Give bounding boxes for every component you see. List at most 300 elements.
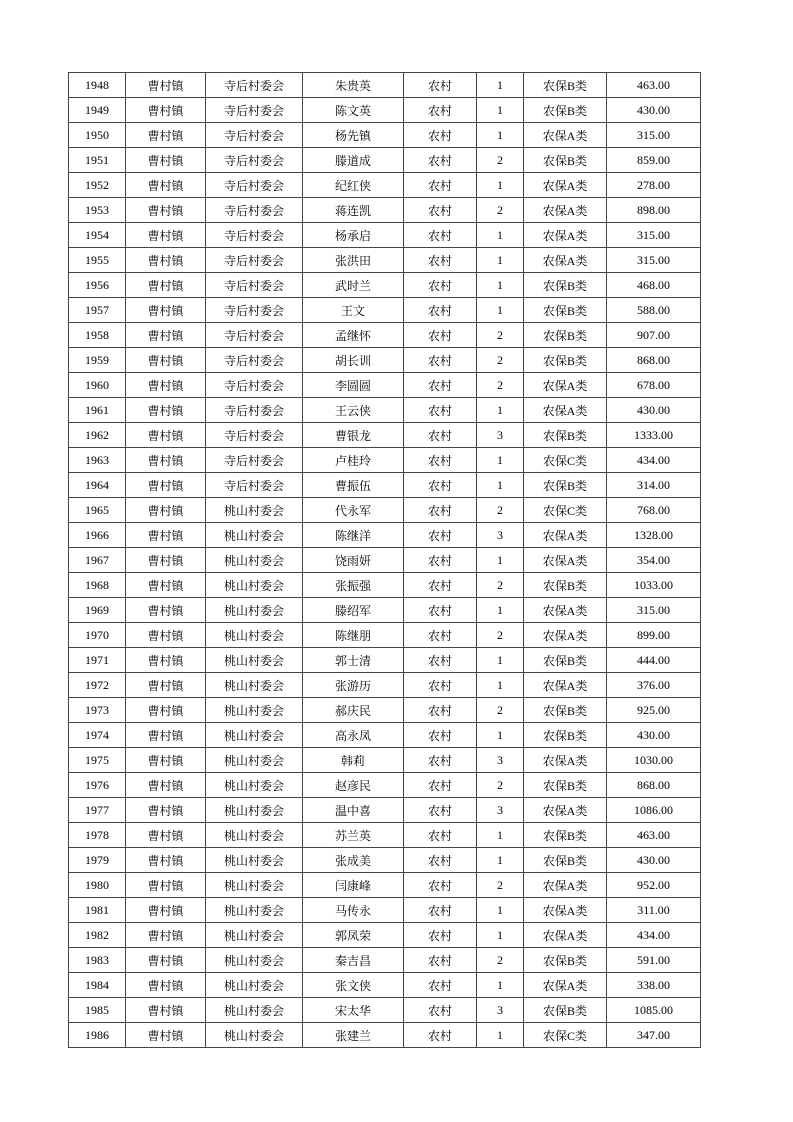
- table-cell: 1979: [69, 848, 126, 873]
- table-cell: 农村: [404, 723, 477, 748]
- table-cell: 陈文英: [303, 98, 404, 123]
- table-cell: 桃山村委会: [206, 773, 303, 798]
- table-cell: 农村: [404, 323, 477, 348]
- table-cell: 1: [477, 1023, 524, 1048]
- table-cell: 张振强: [303, 573, 404, 598]
- table-cell: 寺后村委会: [206, 98, 303, 123]
- table-cell: 寺后村委会: [206, 123, 303, 148]
- table-cell: 农村: [404, 773, 477, 798]
- table-cell: 曹村镇: [126, 173, 206, 198]
- table-cell: 王云侠: [303, 398, 404, 423]
- table-cell: 桃山村委会: [206, 948, 303, 973]
- table-cell: 郝庆民: [303, 698, 404, 723]
- table-cell: 曹村镇: [126, 623, 206, 648]
- table-row: [69, 248, 701, 273]
- table-cell: 1967: [69, 548, 126, 573]
- table-cell: 农保A类: [524, 223, 607, 248]
- table-cell: 430.00: [607, 398, 701, 423]
- table-row: [69, 898, 701, 923]
- table-cell: 1961: [69, 398, 126, 423]
- table-cell: 434.00: [607, 448, 701, 473]
- table-cell: 曹村镇: [126, 648, 206, 673]
- table-cell: 高永凤: [303, 723, 404, 748]
- table-cell: 1: [477, 473, 524, 498]
- table-cell: 曹村镇: [126, 898, 206, 923]
- table-cell: 1968: [69, 573, 126, 598]
- table-cell: 农保A类: [524, 973, 607, 998]
- table-row: [69, 923, 701, 948]
- table-cell: 饶雨妍: [303, 548, 404, 573]
- table-cell: 1974: [69, 723, 126, 748]
- table-row: [69, 1023, 701, 1048]
- table-cell: 1958: [69, 323, 126, 348]
- table-cell: 寺后村委会: [206, 223, 303, 248]
- table-cell: 寺后村委会: [206, 398, 303, 423]
- table-row: [69, 998, 701, 1023]
- table-cell: 2: [477, 623, 524, 648]
- table-cell: 桃山村委会: [206, 548, 303, 573]
- table-cell: 868.00: [607, 348, 701, 373]
- table-cell: 农村: [404, 398, 477, 423]
- table-cell: 农村: [404, 873, 477, 898]
- table-cell: 曹村镇: [126, 373, 206, 398]
- table-cell: 寺后村委会: [206, 273, 303, 298]
- table-cell: 农保A类: [524, 873, 607, 898]
- table-cell: 李圆圆: [303, 373, 404, 398]
- table-cell: 1964: [69, 473, 126, 498]
- table-cell: 代永军: [303, 498, 404, 523]
- table-cell: 农村: [404, 923, 477, 948]
- table-row: [69, 723, 701, 748]
- table-cell: 1: [477, 273, 524, 298]
- table-cell: 寺后村委会: [206, 73, 303, 98]
- table-cell: 1: [477, 898, 524, 923]
- table-cell: 桃山村委会: [206, 573, 303, 598]
- table-cell: 1984: [69, 973, 126, 998]
- table-cell: 1980: [69, 873, 126, 898]
- table-row: [69, 198, 701, 223]
- table-cell: 陈继洋: [303, 523, 404, 548]
- table-cell: 朱贵英: [303, 73, 404, 98]
- table-cell: 农村: [404, 898, 477, 923]
- table-cell: 1957: [69, 298, 126, 323]
- table-cell: 农保B类: [524, 773, 607, 798]
- table-cell: 桃山村委会: [206, 1023, 303, 1048]
- table-cell: 3: [477, 423, 524, 448]
- table-cell: 滕绍军: [303, 598, 404, 623]
- table-cell: 925.00: [607, 698, 701, 723]
- table-cell: 桃山村委会: [206, 723, 303, 748]
- table-cell: 434.00: [607, 923, 701, 948]
- table-cell: 曹村镇: [126, 548, 206, 573]
- table-cell: 农村: [404, 423, 477, 448]
- table-cell: 曹村镇: [126, 348, 206, 373]
- table-cell: 农保A类: [524, 523, 607, 548]
- table-cell: 2: [477, 573, 524, 598]
- table-cell: 农保C类: [524, 498, 607, 523]
- table-cell: 315.00: [607, 223, 701, 248]
- table-cell: 农村: [404, 473, 477, 498]
- table-cell: 张成美: [303, 848, 404, 873]
- table-cell: 桃山村委会: [206, 848, 303, 873]
- table-row: [69, 173, 701, 198]
- table-cell: 温中喜: [303, 798, 404, 823]
- table-cell: 1976: [69, 773, 126, 798]
- table-cell: 1972: [69, 673, 126, 698]
- table-cell: 1969: [69, 598, 126, 623]
- table-cell: 曹村镇: [126, 948, 206, 973]
- table-cell: 曹村镇: [126, 973, 206, 998]
- table-cell: 农保B类: [524, 298, 607, 323]
- table-cell: 898.00: [607, 198, 701, 223]
- table-cell: 农保B类: [524, 273, 607, 298]
- table-cell: 曹村镇: [126, 423, 206, 448]
- table-cell: 农村: [404, 998, 477, 1023]
- table-cell: 2: [477, 773, 524, 798]
- table-cell: 曹村镇: [126, 248, 206, 273]
- table-cell: 武时兰: [303, 273, 404, 298]
- table-cell: 农村: [404, 73, 477, 98]
- table-row: [69, 73, 701, 98]
- table-cell: 曹村镇: [126, 773, 206, 798]
- table-cell: 农村: [404, 123, 477, 148]
- table-cell: 农村: [404, 223, 477, 248]
- table-cell: 农村: [404, 848, 477, 873]
- table-cell: 蒋连凯: [303, 198, 404, 223]
- table-cell: 农村: [404, 948, 477, 973]
- table-cell: 曹村镇: [126, 573, 206, 598]
- table-row: [69, 148, 701, 173]
- table-row: [69, 523, 701, 548]
- table-cell: 1: [477, 848, 524, 873]
- table-cell: 寺后村委会: [206, 473, 303, 498]
- table-cell: 寺后村委会: [206, 348, 303, 373]
- table-cell: 3: [477, 998, 524, 1023]
- table-cell: 899.00: [607, 623, 701, 648]
- table-cell: 1: [477, 673, 524, 698]
- table-cell: 1962: [69, 423, 126, 448]
- table-cell: 桃山村委会: [206, 998, 303, 1023]
- table-cell: 农保C类: [524, 448, 607, 473]
- table-cell: 农村: [404, 698, 477, 723]
- table-cell: 寺后村委会: [206, 423, 303, 448]
- table-cell: 寺后村委会: [206, 373, 303, 398]
- table-cell: 463.00: [607, 73, 701, 98]
- table-cell: 1950: [69, 123, 126, 148]
- table-cell: 农保B类: [524, 323, 607, 348]
- table-cell: 曹村镇: [126, 1023, 206, 1048]
- table-cell: 曹村镇: [126, 198, 206, 223]
- table-cell: 曹村镇: [126, 123, 206, 148]
- table-cell: 463.00: [607, 823, 701, 848]
- table-cell: 农保B类: [524, 98, 607, 123]
- table-row: [69, 373, 701, 398]
- table-cell: 农保B类: [524, 73, 607, 98]
- table-cell: 桃山村委会: [206, 498, 303, 523]
- table-cell: 1: [477, 298, 524, 323]
- insurance-records-table: [68, 72, 701, 1048]
- table-cell: 寺后村委会: [206, 448, 303, 473]
- table-cell: 农村: [404, 498, 477, 523]
- table-cell: 1: [477, 173, 524, 198]
- table-cell: 1: [477, 648, 524, 673]
- table-cell: 桃山村委会: [206, 898, 303, 923]
- table-cell: 868.00: [607, 773, 701, 798]
- table-cell: 农村: [404, 548, 477, 573]
- table-cell: 1: [477, 448, 524, 473]
- table-cell: 444.00: [607, 648, 701, 673]
- table-cell: 1086.00: [607, 798, 701, 823]
- table-cell: 1966: [69, 523, 126, 548]
- table-cell: 1977: [69, 798, 126, 823]
- table-cell: 曹村镇: [126, 798, 206, 823]
- table-cell: 1: [477, 723, 524, 748]
- table-cell: 郭凤荣: [303, 923, 404, 948]
- table-cell: 桃山村委会: [206, 923, 303, 948]
- table-cell: 桃山村委会: [206, 873, 303, 898]
- table-cell: 1975: [69, 748, 126, 773]
- table-cell: 桃山村委会: [206, 648, 303, 673]
- table-cell: 1951: [69, 148, 126, 173]
- table-cell: 1: [477, 223, 524, 248]
- table-cell: 马传永: [303, 898, 404, 923]
- table-row: [69, 848, 701, 873]
- table-cell: 张建兰: [303, 1023, 404, 1048]
- table-cell: 859.00: [607, 148, 701, 173]
- table-cell: 农村: [404, 298, 477, 323]
- table-cell: 曹村镇: [126, 448, 206, 473]
- table-cell: 1030.00: [607, 748, 701, 773]
- table-cell: 1982: [69, 923, 126, 948]
- table-row: [69, 348, 701, 373]
- table-cell: 1: [477, 123, 524, 148]
- table-cell: 1033.00: [607, 573, 701, 598]
- table-cell: 农村: [404, 1023, 477, 1048]
- table-cell: 1: [477, 398, 524, 423]
- table-cell: 曹村镇: [126, 598, 206, 623]
- table-cell: 宋太华: [303, 998, 404, 1023]
- table-cell: 纪红侠: [303, 173, 404, 198]
- table-cell: 曹村镇: [126, 223, 206, 248]
- table-cell: 农保B类: [524, 823, 607, 848]
- table-row: [69, 798, 701, 823]
- table-cell: 曹村镇: [126, 873, 206, 898]
- table-row: [69, 773, 701, 798]
- table-cell: 1971: [69, 648, 126, 673]
- table-cell: 农村: [404, 648, 477, 673]
- table-cell: 347.00: [607, 1023, 701, 1048]
- table-cell: 农村: [404, 573, 477, 598]
- table-cell: 曹村镇: [126, 398, 206, 423]
- table-cell: 寺后村委会: [206, 173, 303, 198]
- table-cell: 农保A类: [524, 598, 607, 623]
- table-cell: 农保A类: [524, 198, 607, 223]
- table-cell: 3: [477, 798, 524, 823]
- table-cell: 桃山村委会: [206, 748, 303, 773]
- table-cell: 591.00: [607, 948, 701, 973]
- table-cell: 桃山村委会: [206, 798, 303, 823]
- table-cell: 1963: [69, 448, 126, 473]
- table-cell: 1986: [69, 1023, 126, 1048]
- table-row: [69, 873, 701, 898]
- table-cell: 农保B类: [524, 573, 607, 598]
- table-cell: 农保B类: [524, 423, 607, 448]
- table-cell: 农保A类: [524, 373, 607, 398]
- table-cell: 2: [477, 698, 524, 723]
- table-cell: 3: [477, 523, 524, 548]
- table-row: [69, 823, 701, 848]
- table-cell: 曹村镇: [126, 298, 206, 323]
- table-cell: 1981: [69, 898, 126, 923]
- table-row: [69, 323, 701, 348]
- table-cell: 2: [477, 323, 524, 348]
- table-cell: 寺后村委会: [206, 323, 303, 348]
- table-cell: 农保A类: [524, 748, 607, 773]
- table-cell: 1952: [69, 173, 126, 198]
- table-row: [69, 673, 701, 698]
- table-cell: 农村: [404, 198, 477, 223]
- table-cell: 314.00: [607, 473, 701, 498]
- table-cell: 3: [477, 748, 524, 773]
- table-cell: 315.00: [607, 598, 701, 623]
- table-cell: 1954: [69, 223, 126, 248]
- table-cell: 1985: [69, 998, 126, 1023]
- table-cell: 2: [477, 148, 524, 173]
- table-cell: 农村: [404, 348, 477, 373]
- table-cell: 张洪田: [303, 248, 404, 273]
- table-cell: 1: [477, 73, 524, 98]
- table-cell: 农保A类: [524, 673, 607, 698]
- table-row: [69, 423, 701, 448]
- table-cell: 1: [477, 823, 524, 848]
- table-cell: 曹村镇: [126, 498, 206, 523]
- table-cell: 胡长训: [303, 348, 404, 373]
- table-cell: 1948: [69, 73, 126, 98]
- table-cell: 农村: [404, 373, 477, 398]
- table-cell: 桃山村委会: [206, 698, 303, 723]
- table-cell: 桃山村委会: [206, 598, 303, 623]
- table-cell: 农村: [404, 98, 477, 123]
- table-cell: 滕道成: [303, 148, 404, 173]
- table-row: [69, 973, 701, 998]
- table-cell: 韩莉: [303, 748, 404, 773]
- table-cell: 315.00: [607, 248, 701, 273]
- table-cell: 1: [477, 98, 524, 123]
- table-cell: 1965: [69, 498, 126, 523]
- table-cell: 588.00: [607, 298, 701, 323]
- table-cell: 陈继朋: [303, 623, 404, 648]
- table-cell: 曹村镇: [126, 748, 206, 773]
- table-cell: 农保B类: [524, 348, 607, 373]
- table-cell: 农保A类: [524, 398, 607, 423]
- table-cell: 278.00: [607, 173, 701, 198]
- table-cell: 1: [477, 548, 524, 573]
- table-cell: 曹村镇: [126, 323, 206, 348]
- table-cell: 1956: [69, 273, 126, 298]
- table-cell: 曹村镇: [126, 148, 206, 173]
- table-cell: 农村: [404, 798, 477, 823]
- table-cell: 农保B类: [524, 848, 607, 873]
- table-cell: 曹村镇: [126, 473, 206, 498]
- table-row: [69, 548, 701, 573]
- table-cell: 农保A类: [524, 798, 607, 823]
- table-row: [69, 623, 701, 648]
- table-cell: 曹村镇: [126, 998, 206, 1023]
- table-cell: 430.00: [607, 98, 701, 123]
- table-row: [69, 123, 701, 148]
- table-cell: 952.00: [607, 873, 701, 898]
- table-cell: 桃山村委会: [206, 523, 303, 548]
- table-cell: 农村: [404, 748, 477, 773]
- table-cell: 曹银龙: [303, 423, 404, 448]
- table-row: [69, 98, 701, 123]
- table-cell: 农村: [404, 823, 477, 848]
- table-cell: 1953: [69, 198, 126, 223]
- table-cell: 农保A类: [524, 248, 607, 273]
- table-cell: 2: [477, 498, 524, 523]
- table-cell: 2: [477, 348, 524, 373]
- table-cell: 768.00: [607, 498, 701, 523]
- table-cell: 曹村镇: [126, 723, 206, 748]
- table-cell: 曹村镇: [126, 823, 206, 848]
- table-cell: 311.00: [607, 898, 701, 923]
- table-row: [69, 698, 701, 723]
- table-cell: 农保B类: [524, 473, 607, 498]
- table-cell: 曹村镇: [126, 698, 206, 723]
- table-cell: 430.00: [607, 723, 701, 748]
- table-row: [69, 748, 701, 773]
- table-cell: 2: [477, 373, 524, 398]
- table-cell: 907.00: [607, 323, 701, 348]
- table-cell: 1: [477, 598, 524, 623]
- table-row: [69, 473, 701, 498]
- table-cell: 2: [477, 198, 524, 223]
- table-cell: 农村: [404, 523, 477, 548]
- table-cell: 曹村镇: [126, 923, 206, 948]
- table-cell: 桃山村委会: [206, 673, 303, 698]
- table-cell: 农保B类: [524, 998, 607, 1023]
- table-cell: 农保B类: [524, 148, 607, 173]
- table-cell: 1085.00: [607, 998, 701, 1023]
- table-row: [69, 398, 701, 423]
- table-cell: 农村: [404, 623, 477, 648]
- table-cell: 农保B类: [524, 723, 607, 748]
- table-row: [69, 598, 701, 623]
- table-cell: 桃山村委会: [206, 973, 303, 998]
- table-cell: 杨承启: [303, 223, 404, 248]
- table-cell: 桃山村委会: [206, 623, 303, 648]
- table-cell: 农村: [404, 148, 477, 173]
- table-cell: 430.00: [607, 848, 701, 873]
- table-cell: 农村: [404, 973, 477, 998]
- table-cell: 农村: [404, 273, 477, 298]
- table-cell: 1978: [69, 823, 126, 848]
- table-cell: 农保A类: [524, 623, 607, 648]
- table-cell: 郭士清: [303, 648, 404, 673]
- table-cell: 农保B类: [524, 648, 607, 673]
- table-cell: 桃山村委会: [206, 823, 303, 848]
- table-cell: 秦吉昌: [303, 948, 404, 973]
- table-cell: 1: [477, 923, 524, 948]
- table-cell: 张文侠: [303, 973, 404, 998]
- table-row: [69, 573, 701, 598]
- table-cell: 寺后村委会: [206, 148, 303, 173]
- table-cell: 寺后村委会: [206, 298, 303, 323]
- table-cell: 卢桂玲: [303, 448, 404, 473]
- table-cell: 杨先镇: [303, 123, 404, 148]
- table-cell: 寺后村委会: [206, 198, 303, 223]
- table-cell: 曹村镇: [126, 523, 206, 548]
